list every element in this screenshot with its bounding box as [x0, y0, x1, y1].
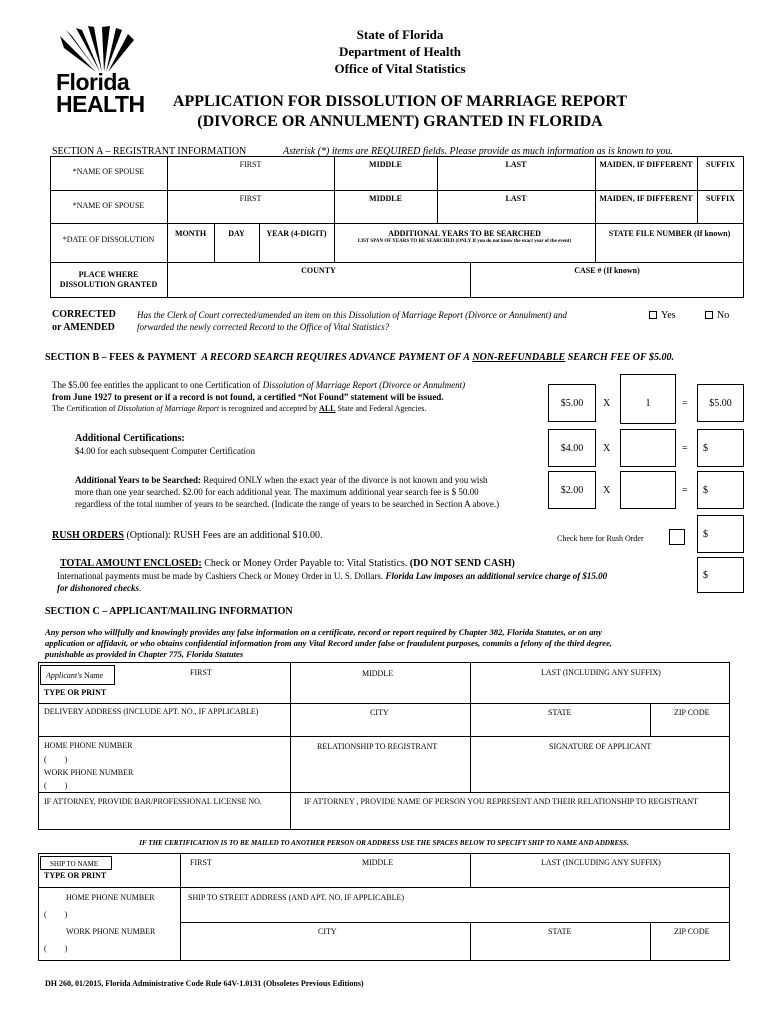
corrected-label-line1: CORRECTED — [52, 309, 116, 320]
ship-first-header: FIRST — [190, 858, 212, 867]
corrected-question-line2: forwarded the newly corrected Record to the Office of Vital Statistics? — [137, 322, 390, 332]
additional-years-line1 — [75, 475, 487, 485]
total-amount: $ — [703, 570, 708, 581]
attorney-license-input[interactable] — [40, 808, 288, 828]
additional-certs-text: $4.00 for each subsequent Computer Certification — [75, 446, 255, 456]
applicant-middle-header: MIDDLE — [362, 669, 394, 678]
ship-work-phone-input[interactable]: ( ) — [44, 944, 68, 953]
ship-city-label: CITY — [318, 927, 337, 936]
fee-text-1a: The $5.00 fee entitles the applicant to one Certification of — [52, 380, 263, 390]
header-office: Office of Vital Statistics — [334, 61, 466, 76]
additional-cert-price: $4.00 — [560, 443, 584, 454]
rush-check-label: Check here for Rush Order — [557, 534, 644, 543]
signature-label: SIGNATURE OF APPLICANT — [549, 742, 652, 751]
fee-text-3d: ALL — [319, 404, 336, 413]
state-file-number-header: STATE FILE NUMBER (If known) — [608, 229, 731, 238]
ship-last-header: LAST (INCLUDING ANY SUFFIX) — [541, 858, 661, 867]
delivery-address-input[interactable] — [40, 718, 728, 735]
ship-name-input[interactable] — [182, 869, 728, 886]
ship-street-input[interactable] — [182, 904, 728, 921]
spouse1-maiden-header: MAIDEN, IF DIFFERENT — [599, 160, 693, 169]
applicant-name-label — [46, 671, 103, 680]
spouse1-label: *NAME OF SPOUSE — [72, 167, 145, 176]
relationship-label: RELATIONSHIP TO REGISTRANT — [317, 742, 438, 751]
ship-zip-label: ZIP CODE — [674, 927, 710, 936]
state-label: STATE — [548, 708, 572, 717]
fee-text-1b: Dissolution of Marriage Report (Divorce or Annulment) — [262, 380, 466, 390]
date-of-dissolution-label: *DATE OF DISSOLUTION — [62, 235, 155, 244]
spouse2-suffix-header: SUFFIX — [706, 194, 735, 203]
city-label: CITY — [370, 708, 389, 717]
no-cash-text: (DO NOT SEND CASH) — [409, 558, 515, 569]
place-label-line2: DISSOLUTION GRANTED — [59, 280, 158, 289]
corrected-no-option[interactable] — [705, 310, 729, 321]
intl-text: International payments must be made by Cashiers Check or Money Order in U. S. Dollars. — [57, 571, 386, 581]
total-title: TOTAL AMOUNT ENCLOSED: — [60, 558, 202, 569]
fee-paragraph-line1 — [52, 380, 465, 390]
no-label: No — [717, 310, 730, 321]
section-b-subtitle: A RECORD SEARCH REQUIRES ADVANCE PAYMENT OF A — [201, 352, 470, 363]
multiply-sign-2: X — [603, 443, 611, 454]
section-a-note: Asterisk (*) items are REQUIRED fields. Please provide as much information as is known to you. — [283, 146, 674, 157]
form-title-line2: (DIVORCE OR ANNULMENT) GRANTED IN FLORIDA — [197, 113, 603, 130]
intl-line1 — [57, 571, 607, 581]
attorney-license-label: IF ATTORNEY, PROVIDE BAR/PROFESSIONAL LICENSE NO. — [44, 797, 262, 806]
work-phone-label: WORK PHONE NUMBER — [44, 768, 134, 777]
form-title-line1: APPLICATION FOR DISSOLUTION OF MARRIAGE REPORT — [172, 93, 628, 110]
mail-to-note: IF THE CERTIFICATION IS TO BE MAILED TO ANOTHER PERSON OR ADDRESS USE THE SPACES BELOW TO SPECIFY SHIP TO NAME AND ADDRESS. — [139, 839, 629, 847]
rush-total: $ — [703, 529, 708, 540]
fee-text-3c: is recognized and accepted by — [219, 404, 320, 413]
ship-city-input[interactable] — [182, 938, 728, 960]
day-header: DAY — [228, 229, 245, 238]
home-phone-label: HOME PHONE NUMBER — [44, 741, 133, 750]
header-department: Department of Health — [338, 44, 462, 59]
logo-text-health: HEALTH — [56, 91, 145, 117]
spouse2-first-header: FIRST — [239, 194, 262, 203]
rush-orders-text: (Optional): RUSH Fees are an additional $10.00. — [123, 530, 323, 541]
spouse2-maiden-header: MAIDEN, IF DIFFERENT — [599, 194, 693, 203]
ship-street-label: SHIP TO STREET ADDRESS (AND APT. NO. IF APPLICABLE) — [188, 893, 405, 902]
fee-text-3a: The Certification of — [52, 404, 118, 413]
logo-text-florida: Florida — [56, 69, 130, 95]
ship-home-phone-input[interactable]: ( ) — [44, 910, 68, 919]
additional-years-note: LIST SPAN OF YEARS TO BE SEARCHED (ONLY If you do not know the exact year of the event) — [357, 239, 572, 244]
dishonored-fee-text: Florida Law imposes an additional service charge of $15.00 — [385, 571, 608, 581]
spouse1-first-header: FIRST — [239, 160, 262, 169]
spouse2-middle-header: MIDDLE — [369, 194, 402, 203]
delivery-address-label: DELIVERY ADDRESS (INCLUDE APT. NO., IF APPLICABLE) — [44, 707, 259, 716]
dishonored-checks-text: for dishonored checks — [57, 583, 140, 593]
certification-qty: 1 — [645, 398, 651, 409]
place-inputs[interactable] — [168, 278, 743, 297]
work-phone-input[interactable]: ( ) — [44, 781, 68, 790]
additional-years-qty-box[interactable] — [620, 471, 676, 509]
intl-line2 — [57, 583, 141, 593]
additional-cert-qty-box[interactable] — [620, 429, 676, 467]
yes-label: Yes — [661, 310, 676, 321]
home-phone-input[interactable]: ( ) — [44, 755, 68, 764]
total-line — [60, 558, 515, 569]
attorney-represent-label: IF ATTORNEY , PROVIDE NAME OF PERSON YOU REPRESENT AND THEIR RELATIONSHIP TO REGISTRANT — [304, 797, 698, 806]
additional-certs-title: Additional Certifications: — [75, 433, 185, 444]
total-text: Check or Money Order Payable to: Vital Statistics. — [201, 558, 410, 569]
spouse1-suffix-header: SUFFIX — [706, 160, 735, 169]
certification-price: $5.00 — [560, 398, 584, 409]
corrected-question-line1: Has the Clerk of Court corrected/amended an item on this Dissolution of Marriage Report (Divorce or Annulment) and — [137, 310, 567, 320]
fee-text-3e: State and Federal Agencies. — [335, 404, 427, 413]
additional-years-line3: regardless of the total number of years to be searched. (Indicate the range of years to be searched in Section A above.) — [75, 499, 500, 509]
case-number-header: CASE # (If known) — [574, 266, 640, 275]
date-inputs[interactable] — [168, 246, 743, 261]
corrected-label-line2: or AMENDED — [52, 322, 115, 333]
equals-sign-2: = — [682, 443, 688, 454]
additional-years-text1: Required ONLY when the exact year of the divorce is not known and you wish — [201, 475, 488, 485]
additional-years-total: $ — [703, 485, 708, 496]
applicant-first-header: FIRST — [190, 668, 212, 677]
ship-type-print: TYPE OR PRINT — [44, 871, 107, 880]
search-fee-text: SEARCH FEE OF $5.00. — [567, 352, 674, 363]
ship-work-phone-label: WORK PHONE NUMBER — [66, 927, 156, 936]
section-c-heading: SECTION C – APPLICANT/MAILING INFORMATION — [45, 606, 293, 617]
applicant-label-name: Name — [83, 671, 104, 680]
additional-years-price: $2.00 — [560, 485, 584, 496]
attorney-represent-input[interactable] — [292, 808, 728, 828]
multiply-sign-1: X — [603, 398, 611, 409]
equals-sign-3: = — [682, 485, 688, 496]
warning-line2: application or affidavit, or who obtains confidential information from any Vital Record under false or fraudulent purposes, commits a felony of the third degree, — [45, 638, 613, 648]
signature-input[interactable] — [472, 754, 728, 790]
rush-orders-title: RUSH ORDERS — [52, 530, 124, 541]
relationship-input[interactable] — [292, 754, 468, 790]
form-footer: DH 260, 01/2015, Florida Administrative Code Rule 64V-1.0131 (Obsoletes Previous Editions) — [45, 979, 364, 988]
warning-line3: punishable as provided in Chapter 775, Florida Statutes — [45, 649, 244, 659]
spouse1-name-input[interactable] — [168, 170, 743, 189]
applicant-name-input[interactable] — [120, 680, 728, 702]
section-a-heading: SECTION A – REGISTRANT INFORMATION — [52, 146, 247, 157]
intl-end: . — [139, 583, 142, 593]
applicant-type-print: TYPE OR PRINT — [44, 688, 107, 697]
additional-cert-total: $ — [703, 443, 708, 454]
ship-home-phone-label: HOME PHONE NUMBER — [66, 893, 155, 902]
spouse2-label: *NAME OF SPOUSE — [72, 201, 145, 210]
ship-to-name-label: SHIP TO NAME — [50, 860, 99, 868]
rush-orders-line — [52, 530, 323, 541]
additional-years-header: ADDITIONAL YEARS TO BE SEARCHED — [388, 229, 541, 238]
ship-middle-header: MIDDLE — [362, 858, 394, 867]
additional-years-line2: more than one year searched. $2.00 for each additional year. The maximum additional year search fee is $ 50.00 — [75, 487, 479, 497]
fee-text-3b: Dissolution of Marriage Report — [117, 404, 220, 413]
equals-sign-1: = — [682, 398, 688, 409]
year-header: YEAR (4-DIGIT) — [266, 229, 327, 238]
certification-total: $5.00 — [709, 398, 732, 409]
county-header: COUNTY — [301, 266, 336, 275]
ship-state-label: STATE — [548, 927, 572, 936]
applicant-label-italic: Applicant's — [46, 671, 82, 680]
applicant-last-header: LAST (INCLUDING ANY SUFFIX) — [541, 668, 661, 677]
additional-years-title: Additional Years to be Searched: — [75, 475, 201, 485]
fee-paragraph-line2: from June 1927 to present or if a record is not found, a certified “Not Found” statement will be issued. — [52, 392, 444, 402]
spouse2-name-input[interactable] — [168, 204, 743, 222]
fee-paragraph-line3 — [52, 404, 426, 413]
section-b-heading — [45, 352, 674, 363]
rush-order-checkbox[interactable] — [669, 529, 685, 545]
zip-label: ZIP CODE — [674, 708, 710, 717]
non-refundable-text: NON-REFUNDABLE — [472, 352, 566, 363]
header-state: State of Florida — [356, 27, 444, 42]
yes-checkbox[interactable] — [649, 311, 657, 319]
spouse1-middle-header: MIDDLE — [369, 160, 402, 169]
sunburst-icon — [56, 26, 136, 74]
no-checkbox[interactable] — [705, 311, 713, 319]
warning-line1: Any person who willfully and knowingly provides any false information on a certificate, record or report required by Chapter 382, Florida Statutes, or on any — [45, 627, 602, 637]
spouse2-last-header: LAST — [505, 194, 527, 203]
corrected-yes-option[interactable] — [649, 310, 676, 321]
multiply-sign-3: X — [603, 485, 611, 496]
place-label-line1: PLACE WHERE — [78, 270, 139, 279]
month-header: MONTH — [174, 229, 207, 238]
spouse1-last-header: LAST — [505, 160, 527, 169]
section-b-title: SECTION B – FEES & PAYMENT — [45, 352, 197, 363]
